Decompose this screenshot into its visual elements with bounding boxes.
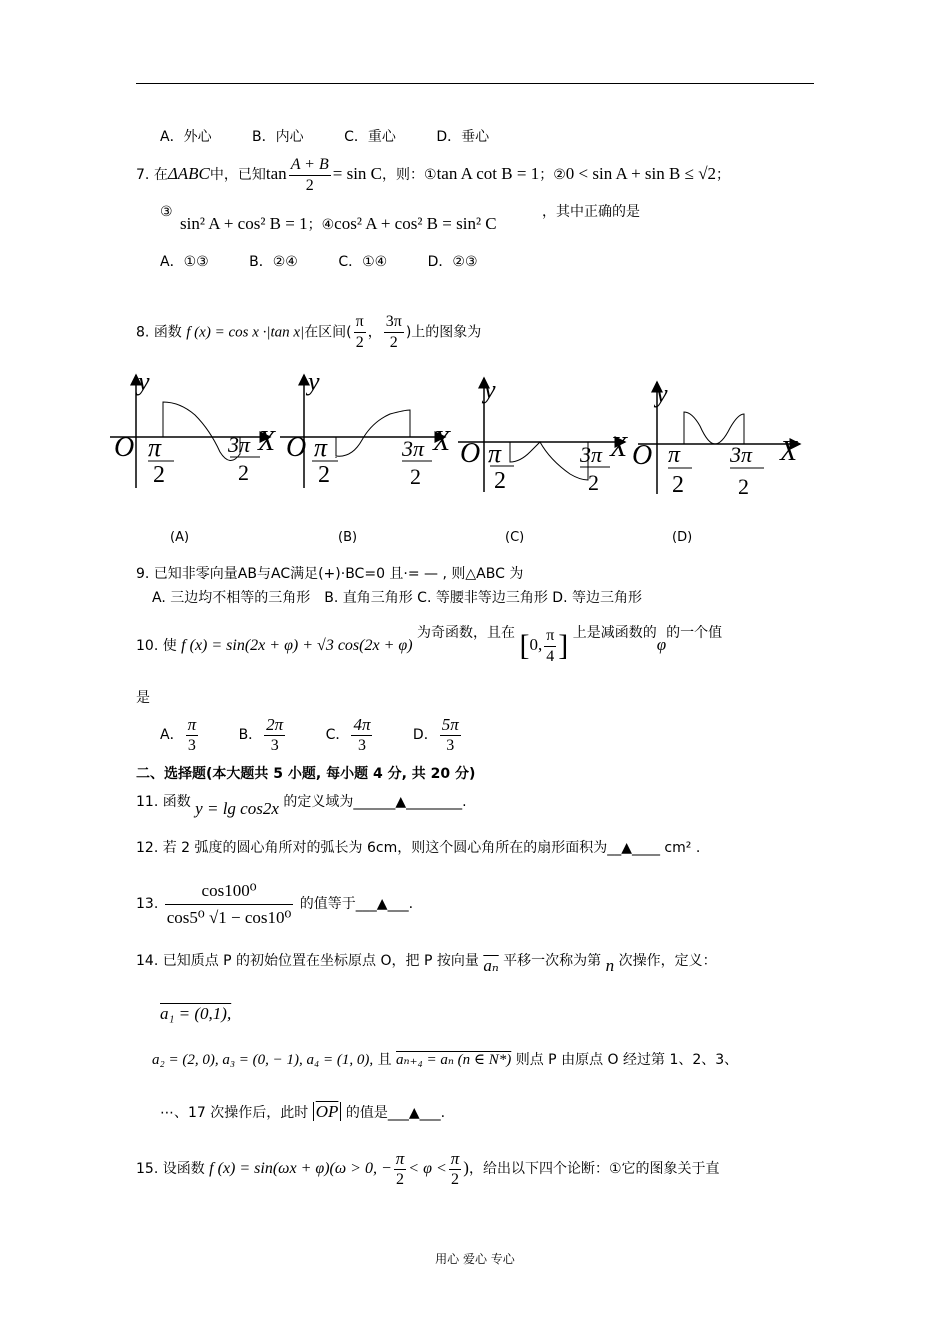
q14-periodic: aₙ₊₄ = aₙ (n ∈ N*) [396,1052,512,1068]
q10-interval-frac [544,626,556,667]
graph-b-tick1-num: π [314,433,328,462]
q7-tan: tan [265,164,287,183]
q11-text: 的定义域为______▲________. [283,794,467,810]
q15-frac-b [449,1149,462,1190]
graph-a-tick1-num: π [148,433,162,462]
q14-text: ⋯、17 次操作后，此时 [160,1105,309,1121]
q6-options [160,127,489,147]
q8-frac-b-num: 3π [384,312,404,333]
q10-line2: 是 [136,690,150,706]
graph-a-tick2-num: 3π [228,432,251,457]
q10-option-d [440,715,461,756]
graph-d-tick1-den: 2 [672,472,684,498]
graph-d-origin: O [632,440,653,471]
q7-line1 [136,152,730,197]
q7-option-d: D．②③ [427,254,478,270]
graph-b-tick1-den: 2 [318,462,330,488]
q15-frac-b-den: 2 [451,1170,460,1188]
q7-tail [542,202,640,222]
q10-text: 为奇函数，且在 [417,625,516,641]
graph-a-axis-x: X [258,426,276,457]
q8-graphs [100,370,820,510]
q7-text: ③ [160,204,173,220]
graph-b [280,370,451,489]
q10-option-d-num: 5π [441,714,459,734]
q14-line3 [152,1050,738,1070]
q10-option-d-den: 3 [446,736,455,754]
q7-line2b [180,214,497,235]
q8-line [136,312,481,353]
q10-option-b-den: 3 [270,736,279,754]
graph-a-origin: O [114,432,135,463]
q7-text: ；② [539,167,566,183]
q8-frac-a-num: π [354,312,366,333]
q11-function: y = lg cos2x [195,799,279,818]
q15-text: ，给出以下四个论断：①它的图象关于直 [468,1161,720,1177]
graph-c-axis-y: y [484,375,496,404]
q15-frac-a-den: 2 [396,1170,405,1188]
q10-option-c-den: 3 [357,736,366,754]
q10-option-b-num: 2π [266,714,284,734]
q14-line4 [160,1102,445,1123]
q10-option-d-label: D． [412,727,438,743]
q10-number: 10. 使 [136,638,177,654]
q10-interval-den: 4 [546,647,555,665]
q6-option-d: D．垂心 [436,129,490,145]
q6-option-a: A．外心 [160,129,212,145]
q6-option-b: B．内心 [252,129,304,145]
q14-a1: a₁ = (0,1), [160,1004,232,1023]
graph-a [110,370,276,488]
q7-text: ，则：① [382,167,437,183]
graph-d-axis-x: X [780,436,798,467]
q7-line2 [160,202,173,222]
q7-claim4: cos² A + cos² B = sin² C [334,214,497,233]
q7-number: 7. [136,167,150,183]
q14-op-magnitude: $\overline{OP}$ [313,1102,342,1121]
q10-option-a-label: A． [160,727,184,743]
q7-claim3: sin² A + cos² B = 1 [180,214,308,233]
q11-line [136,788,467,818]
q10-option-a-den: 3 [187,736,196,754]
q10-option-a-num: π [187,714,197,734]
q7-options [160,252,478,272]
q7-claim1: tan A cot B = 1 [436,164,540,183]
q10-text: 上是减函数的 [572,625,657,641]
q8-frac-a-den: 2 [355,334,364,351]
q10-text: 的一个值 [666,625,723,641]
graph-c-tick2-den: 2 [588,470,599,495]
q14-text: 则点 P 由原点 O 经过第 1、2、3、 [515,1052,739,1068]
q10-option-a [186,715,199,756]
q10-line1 [136,620,722,671]
q7-frac-den: 2 [305,176,314,194]
q12-line: 12. 若 2 弧度的圆心角所对的弧长为 6cm，则这个圆心角所在的扇形面积为__▲____ cm² . [136,840,701,856]
q10-interval-start: 0, [529,635,543,654]
q7-eq1: = sin C [332,164,383,183]
q9-line2: A. 三边均不相等的三角形 B. 直角三角形 C. 等腰非等边三角形 D. 等边三角形 [152,590,642,606]
graph-a-tick1-den: 2 [153,462,165,488]
graph-d-tick2-num: 3π [730,442,753,467]
q13-text: 的值等于___▲___. [299,896,414,912]
graph-c-tick1-den: 2 [494,468,506,494]
q10-option-b-label: B． [238,727,263,743]
graph-b-axis-y: y [308,370,320,396]
q10-option-b [264,715,285,756]
graph-label-a: (A) [170,530,190,545]
q14-text: 的值是___▲___. [345,1105,446,1121]
page-footer: 用心 爱心 专心 [435,1252,515,1266]
q8-function: f (x) = cos x ·|tan x| [186,324,305,341]
q10-option-c-label: C． [325,727,350,743]
q8-text: ， [367,324,382,341]
graph-a-tick2-den: 2 [238,460,249,485]
q10-function: f (x) = sin(2x + φ) + √3 cos(2x + φ) [181,637,413,654]
q15-frac-a [394,1149,407,1190]
q8-frac-b [384,312,404,353]
q13-number: 13. [136,896,159,912]
q11-text: 11. 函数 [136,794,191,810]
q7-text: 在 [153,167,168,183]
q14-n: n [605,956,615,975]
q10-phi: φ [656,635,667,654]
q13-line [136,876,413,932]
q7-text: ，其中正确的是 [542,204,640,220]
q10-option-c [351,715,372,756]
graph-d-tick1-num: π [668,442,681,468]
q14-line1 [136,950,717,975]
q14-text: 14. 已知质点 P 的初始位置在坐标原点 O，把 P 按向量 [136,953,479,969]
q8-text: 在区间( [304,324,352,341]
q9-line1: 9. 已知非零向量AB与AC满足(+)·BC=0 且·= — , 则△ABC 为 [136,566,524,582]
q7-claim2: 0 < sin A + sin B ≤ √2 [565,164,717,183]
q15-inequality: < φ < [408,1160,447,1177]
graph-b-origin: O [286,432,307,463]
q7-text: ；④ [307,217,335,233]
q13-fraction [165,878,294,931]
graph-c [458,375,628,495]
section-heading: 二、选择题(本大题共 5 小题, 每小题 4 分, 共 20 分) [136,766,476,782]
q10-options [160,710,463,760]
graph-label-c: (C) [505,530,525,545]
q7-option-b: B．②④ [249,254,298,270]
graph-d-tick2-den: 2 [738,474,749,499]
q10-interval-num: π [544,626,556,647]
q10-bracket-left: [ [519,629,530,662]
q14-line2 [160,1004,231,1025]
q15-function: f (x) = sin(ωx + φ)(ω > 0, − [209,1160,392,1177]
q10-bracket-right: ] [558,629,569,662]
q14-text: 平移一次称为第 [503,953,602,969]
q15-close: ) [463,1158,469,1177]
q14-vector-an: $\overline{a_n}$ [483,956,499,975]
q8-text: )上的图象为 [405,324,482,341]
q6-option-c: C．重心 [344,129,396,145]
q8-text: 函数 [153,324,182,341]
q14-text: 次操作，定义： [618,953,717,969]
q15-text: 15. 设函数 [136,1161,205,1177]
graph-label-d: (D) [672,530,693,545]
q8-frac-a [354,312,366,353]
graph-c-axis-x: X [610,432,628,463]
q13-frac-den: cos5⁰ √1 − cos10⁰ [166,907,292,927]
q7-frac-num: A + B [289,155,331,176]
graph-label-b: (B) [338,530,358,545]
q7-text: 中，已知 [209,167,266,183]
q7-text: ； [716,167,731,183]
graph-c-origin: O [460,438,481,469]
q10-option-c-num: 4π [353,714,371,734]
q8-number: 8. [136,324,150,341]
q7-triangle: ΔABC [167,164,210,183]
graph-c-tick2-num: 3π [580,442,603,467]
q15-frac-b-num: π [450,1148,460,1168]
q7-option-a: A．①③ [160,254,209,270]
graph-d [632,379,800,499]
q15-frac-a-num: π [395,1148,405,1168]
graph-c-tick1-num: π [488,439,502,468]
q15-line [136,1146,720,1191]
header-rule [136,83,814,84]
q14-text: 且 [377,1052,392,1068]
q14-vectors: a₂ = (2, 0), a₃ = (0, − 1), a₄ = (1, 0), [152,1052,374,1068]
graph-b-axis-x: X [433,426,451,457]
q7-option-c: C．①④ [338,254,388,270]
q7-fraction [289,155,331,196]
graph-a-axis-y: y [138,370,150,396]
graph-d-axis-y: y [656,379,668,408]
graph-b-tick2-den: 2 [410,464,421,489]
graph-b-tick2-num: 3π [402,436,425,461]
q13-frac-num: cos100⁰ [165,878,294,905]
q8-frac-b-den: 2 [389,334,398,351]
